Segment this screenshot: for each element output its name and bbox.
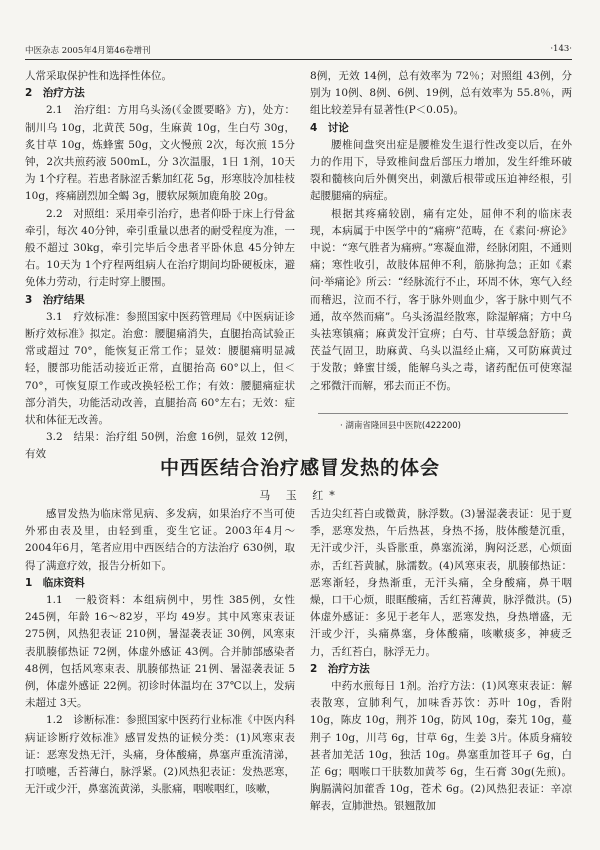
journal-info: 中医杂志 2005年4月第46卷增刊 bbox=[25, 46, 151, 56]
bottom-left-column bbox=[25, 506, 295, 798]
affiliation: · 湖南省隆回县中医院(422200) bbox=[340, 421, 461, 431]
paragraph: 3.1 疗效标准：参照国家中医药管理局《中医病证诊断疗效标准》拟定。治愈：腰腿痛消失，直腿抬高试验正常或超过 70°，能恢复正常工作；显效：腰腿痛明显减轻，腰部功能活动接近正常，直腿抬高 60°以上，但＜70°，可恢复原工作或改换轻松工作；有效：腰腿痛症状部分消失，功能活动改善，直腿抬高 60°左右；无效：症状和体征无改善。 bbox=[25, 310, 295, 427]
paragraph: 2.2 对照组：采用牵引治疗，患者仰卧于床上行骨盆牵引，每次 40分钟，牵引重量以患者的耐受程度为准，一般不超过 30kg，牵引完毕后令患者平卧休息 45分钟左右。10天为 1个疗程两组病人在治疗期间均卧硬板床，避免体力劳动，行走时穿上腰围。 bbox=[25, 207, 295, 289]
bottom-right-column bbox=[310, 506, 572, 816]
paragraph: 腰椎间盘突出症是腰椎发生退行性改变以后，在外力的作用下，导致椎间盘后部压力增加，发生纤维环破裂和髓核向后外侧突出，刺激后根带或压迫神经根，引起腰腿痛的病症。 bbox=[310, 138, 572, 203]
affiliation-rule bbox=[318, 413, 568, 414]
paragraph-continuation: 人常采取保护性和选择性体位。 bbox=[25, 70, 172, 82]
section-heading: 1 临床资料 bbox=[25, 576, 85, 589]
paragraph: 3.2 结果：治疗组 50例，治愈 16例，显效 12例，有效 bbox=[25, 431, 295, 461]
running-header bbox=[25, 44, 572, 58]
article-author: 马 玉 红* bbox=[259, 489, 341, 502]
section-heading: 2 治疗方法 bbox=[310, 662, 370, 675]
header-rule bbox=[25, 59, 572, 60]
paragraph-continuation: 舌边尖红苔白或微黄，脉浮数。(3)暑湿袭表证：见于夏季，恶寒发热，午后热甚，身热不扬，肢体酸楚沉重，无汗或少汗，头昏胀重，鼻塞流涕，胸闷泛恶，心烦面赤，舌红苔黄腻，脉濡数。(4)风寒束表，肌腠郁热证：恶寒渐轻，身热渐重，无汗头痛，全身酸痛，鼻干咽燥，口干心烦，眼眶酸痛，舌红苔薄黄，脉浮微洪。(5)体虚外感证：多见于老年人，恶寒发热，身热增盛，无汗或少汗，头痛鼻塞，身体酸痛，咳嗽痰多，神疲乏力，舌红苔白，脉浮无力。 bbox=[310, 508, 572, 658]
section-heading: 2 治疗方法 bbox=[25, 87, 85, 100]
paragraph: 1.2 诊断标准：参照国家中医药行业标准《中医内科病证诊断疗效标准》感冒发热的证候分类：(1)风寒束表证：恶寒发热无汗，头痛，身体酸痛，鼻塞声重流清涕，打喷嚏，舌苔薄白，脉浮紧。(2)风热犯表证：发热恶寒，无汗或少汗，鼻塞流黄涕，头胀痛，咽喉咽红，咳嗽， bbox=[25, 714, 295, 796]
top-right-column bbox=[310, 68, 572, 395]
paragraph-continuation: 8例，无效 14例，总有效率为 72％；对照组 43例，分别为 10例、8例、6例、19例，总有效率为 55.8％，两组比较差异有显著性(P＜0.05)。 bbox=[310, 70, 572, 117]
paragraph: 中药水煎每日 1剂。治疗方法：(1)风寒束表证：解表散寒，宣肺利气，加味香苏饮：苏叶 10g，香附 10g，陈皮 10g，荆芥 10g，防风 10g，秦艽 10g，蔓荆子 10g，川芎 6g，甘草 6g，生姜 3片。体质身痛较甚者加羌活 10g，独活 10g。鼻塞重加苍耳子 6g，白芷 6g；咽喉口干肤数加黄芩 6g，生石膏 30g(先煎)。胸膈满闷加藿香 10g，苍术 6g。(2)风热犯表证：辛凉解表，宣肺泄热。银翘散加 bbox=[310, 680, 572, 813]
section-heading: 4 讨论 bbox=[310, 121, 349, 134]
paragraph: 根据其疼痛较剧，痛有定处，屈伸不利的临床表现，本病属于中医学中的“痛痹”范畴，在《素问·痹论》中说：“寒气胜者为痛痹。”寒凝血滞，经脉闭阻，不通则痛；寒性收引，故肢体屈伸不利，筋脉拘急；正如《素问·举痛论》所云：“经脉流行不止，环周不休，寒气入经而稽迟，泣而不行，客于脉外则血少，客于脉中则气不通，故卒然而痛”。乌头汤温经散寒，除湿解痛；方中乌头祛寒镇痛；麻黄发汗宣痹；白芍、甘草缓急舒筋；黄芪益气固卫，助麻黄、乌头以温经止痛，又可防麻黄过于发散；蜂蜜甘缓，能解乌头之毒，诸药配伍可使寒湿之邪微汗而解，邪去而正不伤。 bbox=[310, 207, 572, 392]
section-heading: 3 治疗结果 bbox=[25, 293, 85, 306]
article-title: 中西医结合治疗感冒发热的体会 bbox=[159, 457, 440, 479]
top-left-column bbox=[25, 68, 295, 464]
paragraph: 1.1 一般资料：本组病例中，男性 385例，女性 245例，年龄 16～82岁，平均 49岁。其中风寒束表证 275例，风热犯表证 210例，暑湿袭表证 30例，风寒束表肌腠郁热证 72例，体虚外感证 43例。合并肺部感染者 48例，包括风寒束表、肌腠郁热证 21例、暑湿袭表证 5例，体虚外感证 22例。初诊时体温均在 37℃以上，发病未超过 3天。 bbox=[25, 594, 295, 710]
paragraph: 2.1 治疗组：方用乌头汤(《金匮要略》方)，处方：制川乌 10g，北黄芪 50g，生麻黄 10g，生白芍 30g，炙甘草 10g，炼蜂蜜 50g，文火慢煎 2次，每次煎 15分钟，2次共煎药液 500mL，分 3次温服，1日 1剂，10天为 1个疗程。若患者脉涩舌紫加红花 5g，形寒肢冷加桂枝 10g，疼痛剧烈加全蝎 3g，腰软尿频加鹿角胶 20g。 bbox=[25, 104, 295, 203]
page-number: ·143· bbox=[550, 44, 572, 54]
paragraph: 感冒发热为临床常见病、多发病，如果治疗不当可使外邪由表及里，由轻到重，变生它证。2003年4月～2004年6月，笔者应用中西医结合的方法治疗 630例，取得了满意疗效，报告分析如下。 bbox=[25, 508, 295, 572]
